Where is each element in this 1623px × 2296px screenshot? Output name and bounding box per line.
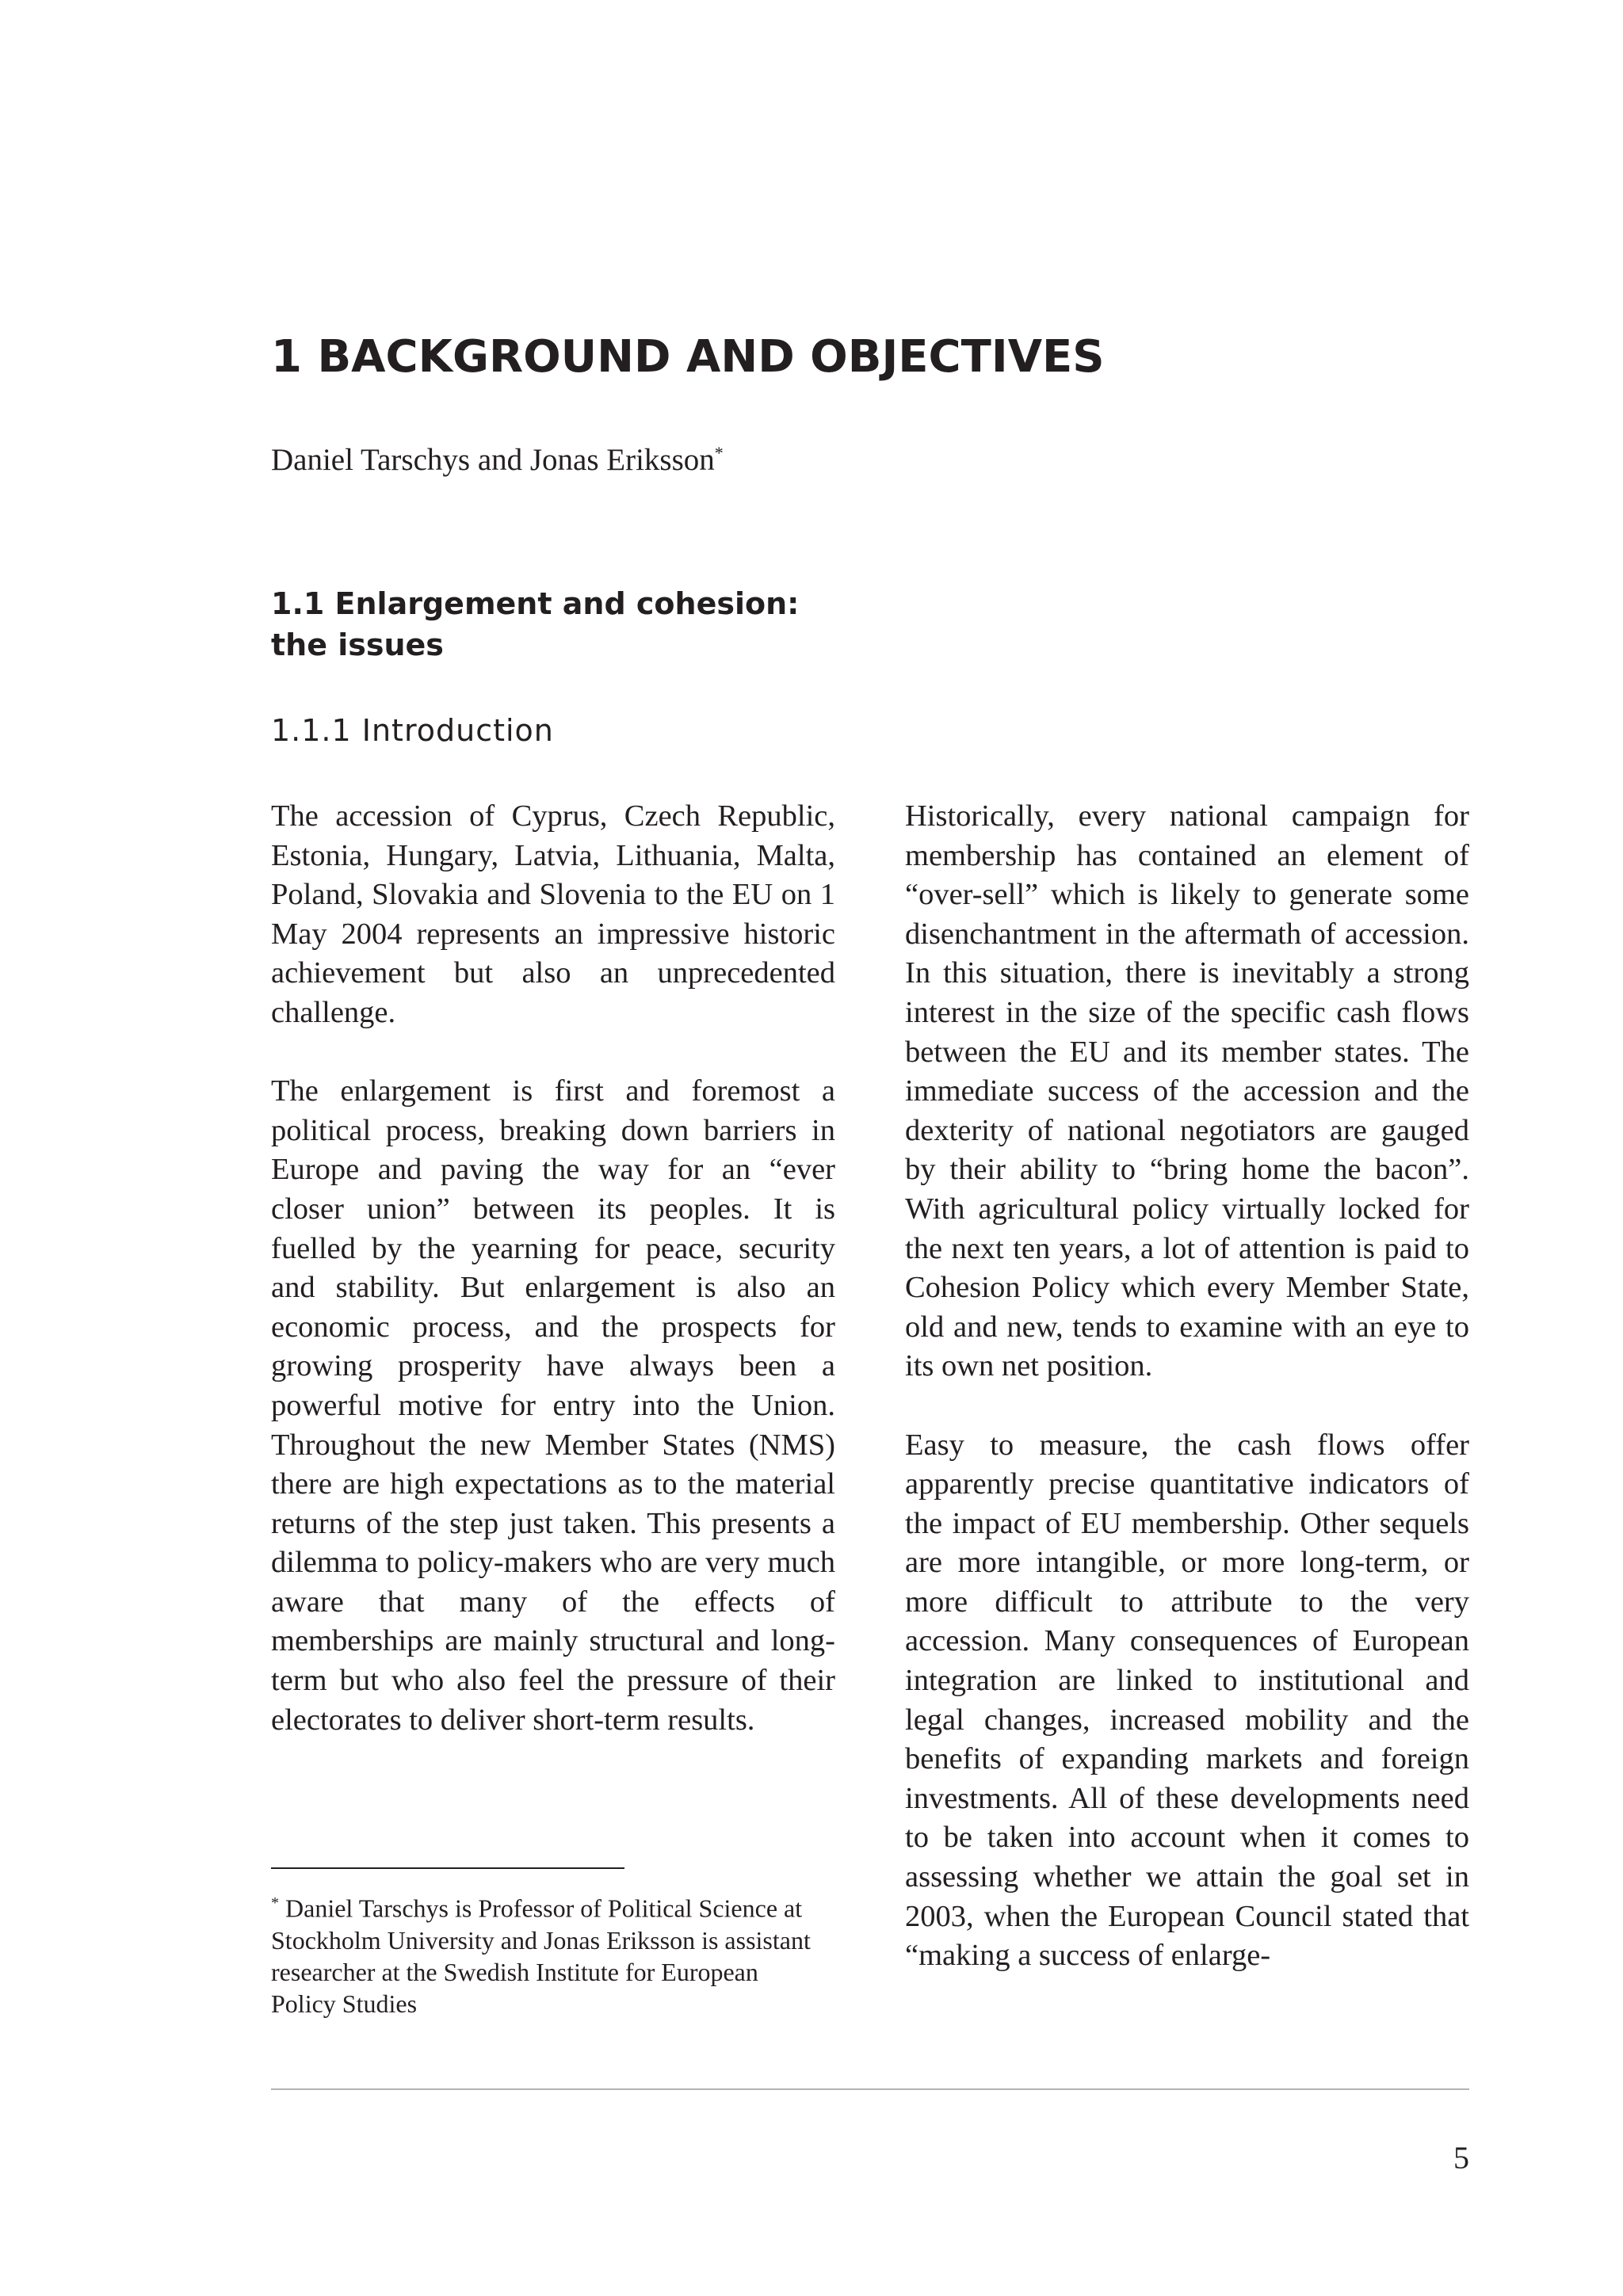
section-title — [271, 583, 799, 666]
body-paragraph: The accession of Cyprus, Czech Republic, Estonia, Hungary, Latvia, Lithuania, Malta, Poland, Slovakia and Slovenia to the EU on 1 May 2004 represents an impressive historic achievement but also an unprecedented challenge. — [271, 799, 835, 1029]
right-column — [905, 797, 1469, 2015]
footnote — [271, 1887, 826, 2019]
section-title-line-2: the issues — [271, 627, 444, 662]
author-line — [271, 442, 724, 478]
body-paragraph: The enlargement is first and foremost a political process, breaking down barriers in Europe and paving the way for an “ever closer union” between its peoples. It is fuelled by the yearning for peace, security and stability. But enlargement is also an economic process, and the prospects for growing prosperity have always been a powerful motive for entry into the Union. Throughout the new Member States (NMS) there are high expectations as to the material returns of the step just taken. This presents a dilemma to policy-makers who are very much aware that many of the effects of memberships are mainly structural and long-term but who also feel the pressure of their electorates to deliver short-term results. — [271, 1074, 835, 1737]
section-title-line-1: 1.1 Enlargement and cohesion: — [271, 586, 800, 621]
author-footnote-marker[interactable]: * — [714, 443, 724, 463]
body-paragraph: Easy to measure, the cash flows offer apparently precise quantitative indicators of the impact of EU membership. Other sequels are more intangible, or more long-term, or more difficult to attribute to the very accession. Many consequences of European integration are linked to institutional and legal changes, increased mobility and the benefits of expanding markets and foreign investments. All of these developments need to be taken into account when it comes to assessing whether we attain the goal set in 2003, when the European Council stated that “making a success of enlarge- — [905, 1428, 1469, 1973]
chapter-title: 1 BACKGROUND AND OBJECTIVES — [271, 331, 1105, 383]
body-paragraph: Historically, every national campaign for membership has contained an element of “over-sell” which is likely to generate some disenchantment in the aftermath of accession. In this situation, there is inevitably a strong interest in the size of the specific cash flows between the EU and its member states. The immediate success of the accession and the dexterity of national negotiators are gauged by their ability to “bring home the bacon”. With agricultural policy virtually locked for the next ten years, a lot of attention is paid to Cohesion Policy which every Member State, old and new, tends to examine with an eye to its own net position. — [905, 799, 1469, 1383]
subsection-title: 1.1.1 Introduction — [271, 713, 554, 748]
footer-divider — [271, 2088, 1469, 2090]
authors-names: Daniel Tarschys and Jonas Eriksson — [271, 443, 715, 477]
page-number: 5 — [1453, 2140, 1469, 2176]
footnote-divider — [271, 1867, 624, 1869]
footnote-text: Daniel Tarschys is Professor of Political Science at Stockholm University and Jonas Eriksson is assistant researcher at the Swedish Institute for European Policy Studies — [271, 1894, 811, 2018]
left-column — [271, 797, 835, 1779]
footnote-marker: * — [271, 1894, 279, 1912]
